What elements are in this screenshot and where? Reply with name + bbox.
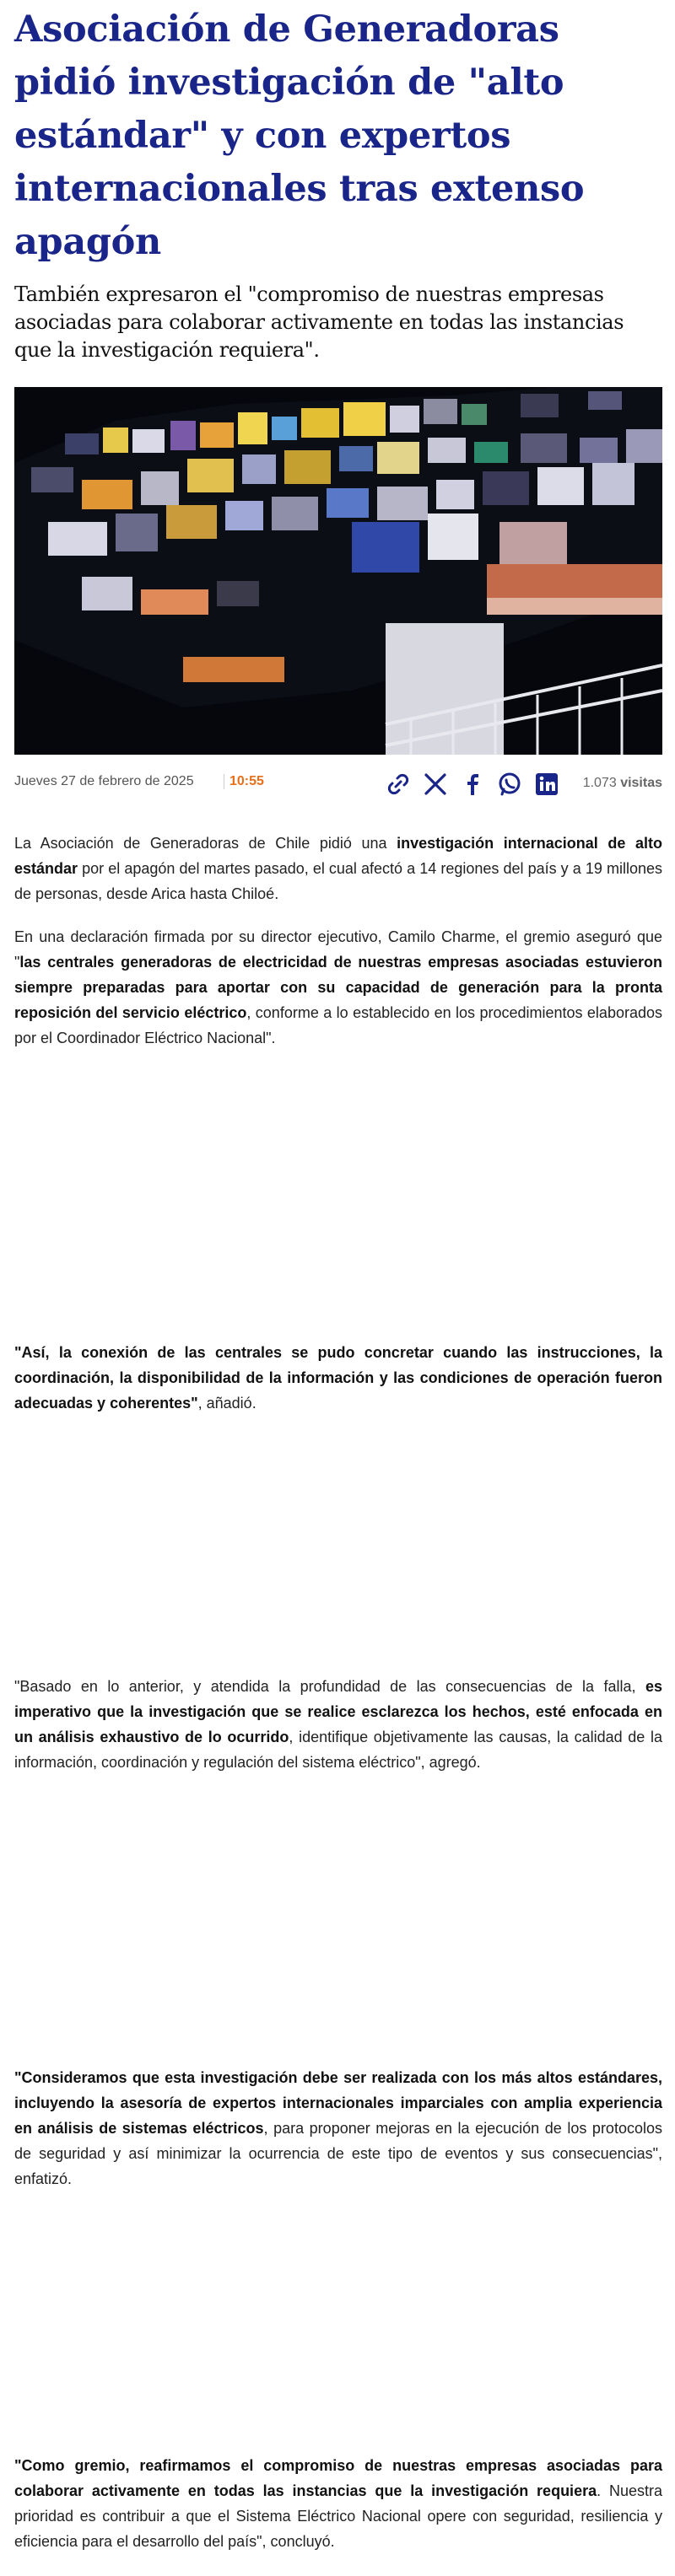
paragraph-4: [14, 1674, 662, 1775]
p4-text-c: , identifique objetivamente las causas, la calidad de la información, coordinación y regulación del sistema eléctrico", agregó.: [14, 1729, 662, 1771]
paragraph-2: [14, 924, 662, 1051]
visits-counter: [583, 776, 662, 791]
article-headline: Asociación de Generadoras pidió investigación de "alto estándar" y con expertos internacionales tras extenso apagón: [14, 8, 585, 263]
facebook-icon[interactable]: [457, 769, 488, 799]
p2-text-c: , conforme a lo establecido en los procedimientos elaborados por el Coordinador Eléctrico Nacional".: [14, 1004, 662, 1046]
p6-bold: "Como gremio, reafirmamos el compromiso de nuestras empresas asociadas para colaborar activamente en todas las instancias que la investigación requiera: [14, 2457, 662, 2499]
p2-text-a: En una declaración firmada por su director ejecutivo, Camilo Charme, el gremio aseguró que ": [14, 928, 662, 971]
night-city-photo: [14, 387, 662, 755]
x-icon[interactable]: [420, 769, 451, 799]
article-subtitle: También expresaron el "compromiso de nuestras empresas asociadas para colaborar activamente en todas las instancias que la investigación requiera".: [14, 282, 624, 362]
paragraph-5: [14, 2065, 662, 2191]
p1-bold: investigación internacional de alto estándar: [14, 835, 662, 877]
p3-bold: "Así, la conexión de las centrales se pudo concretar cuando las instrucciones, la coordinación, la disponibilidad de la información y las condiciones de operación fueron adecuadas y coherentes": [14, 1344, 662, 1412]
article-time: 10:55: [224, 774, 264, 789]
p1-text-c: por el apagón del martes pasado, el cual afectó a 14 regiones del país y a 19 millones de personas, desde Arica hasta Chiloé.: [14, 860, 662, 902]
p2-bold: las centrales generadoras de electricidad de nuestras empresas asociadas estuvieron siempre preparadas para aportar con su capacidad de generación para la pronta reposición del servicio eléctrico: [14, 954, 662, 1021]
article-meta: [14, 764, 662, 806]
paragraph-3: [14, 1340, 662, 1416]
p6-text-c: . Nuestra prioridad es contribuir a que el Sistema Eléctrico Nacional opere con seguridad, resiliencia y eficiencia para el desarrollo del país", concluyó.: [14, 2482, 662, 2550]
p4-text-a: "Basado en lo anterior, y atendida la profundidad de las consecuencias de la falla,: [14, 1678, 645, 1695]
paragraph-1: [14, 831, 662, 906]
p5-bold: "Consideramos que esta investigación debe ser realizada con los más altos estándares, incluyendo la asesoría de expertos internacionales imparciales con amplia experiencia en análisis de sistemas eléctricos: [14, 2069, 662, 2137]
article-date: Jueves 27 de febrero de 2025: [14, 774, 194, 788]
linkedin-icon[interactable]: [532, 769, 562, 799]
visits-label: visitas: [620, 776, 662, 790]
p3-text-c: , añadió.: [197, 1395, 256, 1412]
link-icon[interactable]: [383, 769, 413, 799]
p1-text-a: La Asociación de Generadoras de Chile pidió una: [14, 835, 397, 852]
article-hero-image: [14, 387, 662, 755]
visits-count: 1.073: [582, 776, 617, 790]
p4-bold: es imperativo que la investigación que se realice esclarezca los hechos, esté enfocada en un análisis exhaustivo de lo ocurrido: [14, 1678, 662, 1745]
whatsapp-icon[interactable]: [494, 769, 525, 799]
paragraph-6: [14, 2453, 662, 2554]
p5-text-c: , para proponer mejoras en la ejecución de los protocolos de seguridad y así minimizar la ocurrencia de este tipo de eventos y sus consecuencias", enfatizó.: [14, 2120, 662, 2187]
